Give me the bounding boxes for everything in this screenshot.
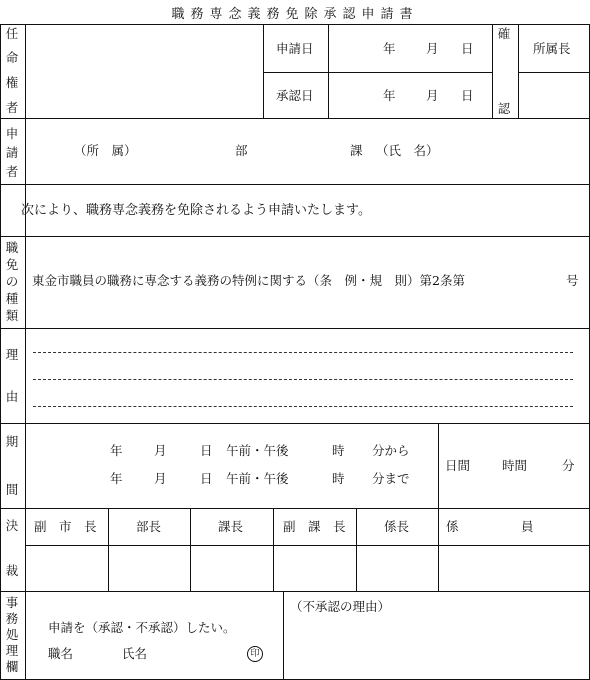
reason-line-1 bbox=[33, 352, 573, 353]
approval-seal-vice-mayor[interactable] bbox=[26, 546, 108, 591]
application-date-label: 申請日 bbox=[276, 41, 314, 56]
label-char: 由 bbox=[5, 389, 19, 404]
application-date-field[interactable] bbox=[329, 25, 492, 72]
department-label: 部 bbox=[235, 143, 248, 158]
office-head-label: 所属長 bbox=[533, 41, 571, 56]
to-hour: 時 bbox=[332, 471, 345, 486]
approval-header-unit-chief: 係長 bbox=[384, 519, 410, 534]
approval-seal-section-chief[interactable] bbox=[191, 546, 273, 591]
approval-header-director: 部長 bbox=[136, 519, 162, 534]
year-label: 年 bbox=[383, 88, 396, 103]
approval-seal-director[interactable] bbox=[109, 546, 190, 591]
label-char: 職 bbox=[5, 240, 19, 255]
name-label: （氏 名） bbox=[376, 143, 439, 158]
seal-mark-icon: 印 bbox=[247, 646, 263, 662]
reason-field[interactable] bbox=[26, 329, 589, 423]
label-char: 事 bbox=[5, 595, 19, 610]
month-label: 月 bbox=[426, 88, 439, 103]
label-char: 者 bbox=[5, 100, 19, 115]
office-processing-field[interactable] bbox=[26, 592, 283, 679]
from-minute: 分から bbox=[372, 443, 410, 458]
divider-applicant bbox=[0, 184, 590, 185]
form-title: 職務専念義務免除承認申請書 bbox=[171, 7, 419, 22]
approval-date-label: 承認日 bbox=[276, 88, 314, 103]
label-char: 権 bbox=[5, 75, 19, 90]
approval-header-staff: 係 員 bbox=[446, 519, 534, 534]
month-label: 月 bbox=[426, 41, 439, 56]
statement-text: 次により、職務専念義務を免除されるよう申請いたします。 bbox=[21, 203, 371, 218]
post-label: 職名 bbox=[48, 646, 74, 661]
day-label: 日 bbox=[461, 88, 474, 103]
from-day: 日 bbox=[200, 443, 213, 458]
label-char: 理 bbox=[5, 643, 19, 658]
affiliation-label: （所 属） bbox=[74, 143, 137, 158]
to-ampm: 午前・午後 bbox=[226, 471, 289, 486]
to-year: 年 bbox=[110, 471, 123, 486]
approval-header-vice-mayor: 副 市 長 bbox=[34, 519, 97, 534]
applicant-field[interactable] bbox=[26, 119, 589, 184]
approval-seal-unit-chief[interactable] bbox=[357, 546, 438, 591]
appointing-authority-field[interactable] bbox=[26, 25, 263, 118]
from-year: 年 bbox=[110, 443, 123, 458]
disapproval-reason-field[interactable] bbox=[284, 592, 589, 679]
label-char: 裁 bbox=[5, 563, 19, 578]
label-char: 類 bbox=[5, 308, 19, 323]
label-char: 申 bbox=[5, 126, 19, 141]
label-char: 間 bbox=[5, 482, 19, 497]
label-char: 認 bbox=[497, 101, 511, 116]
number-suffix: 号 bbox=[566, 273, 579, 288]
approval-date-field[interactable] bbox=[329, 73, 492, 118]
period-field[interactable] bbox=[26, 424, 438, 508]
exemption-type-field[interactable] bbox=[26, 237, 589, 328]
processor-name-label: 氏名 bbox=[122, 646, 148, 661]
duration-days: 日間 bbox=[445, 458, 471, 473]
label-char: 任 bbox=[5, 26, 19, 41]
label-char: 期 bbox=[5, 434, 19, 449]
frame-left bbox=[0, 24, 1, 680]
year-label: 年 bbox=[383, 41, 396, 56]
label-char: 確 bbox=[497, 26, 511, 41]
day-label: 日 bbox=[461, 41, 474, 56]
label-char: 務 bbox=[5, 611, 19, 626]
reason-line-2 bbox=[33, 379, 573, 380]
to-month: 月 bbox=[154, 471, 167, 486]
label-char: 者 bbox=[5, 164, 19, 179]
approval-decision-text: 申請を（承認・不承認）したい。 bbox=[48, 620, 236, 635]
approval-header-deputy-chief: 副 課 長 bbox=[283, 519, 346, 534]
divider-period bbox=[0, 508, 590, 509]
duration-minutes: 分 bbox=[562, 458, 575, 473]
exemption-type-text: 東金市職員の職務に専念する義務の特例に関する（条 例・規 則）第2条第 bbox=[32, 273, 465, 288]
section-label: 課 bbox=[350, 143, 363, 158]
reason-line-3 bbox=[33, 406, 573, 407]
label-char: 決 bbox=[5, 518, 19, 533]
disapproval-reason-label: （不承認の理由） bbox=[290, 599, 391, 614]
duration-field[interactable] bbox=[439, 424, 589, 508]
divider-confirm-left bbox=[492, 24, 493, 118]
label-char: 請 bbox=[5, 145, 19, 160]
divider-date-label-left bbox=[263, 24, 264, 118]
approval-header-section-chief: 課長 bbox=[218, 519, 244, 534]
office-head-seal-field[interactable] bbox=[519, 73, 589, 118]
from-hour: 時 bbox=[332, 443, 345, 458]
label-char: 種 bbox=[5, 291, 19, 306]
to-minute: 分まで bbox=[372, 471, 410, 486]
label-char: の bbox=[5, 274, 19, 289]
approval-seal-staff[interactable] bbox=[439, 546, 589, 591]
label-char: 理 bbox=[5, 347, 19, 362]
from-month: 月 bbox=[154, 443, 167, 458]
approval-seal-deputy-chief[interactable] bbox=[274, 546, 356, 591]
from-ampm: 午前・午後 bbox=[226, 443, 289, 458]
label-char: 免 bbox=[5, 257, 19, 272]
label-char: 命 bbox=[5, 50, 19, 65]
label-char: 処 bbox=[5, 627, 19, 642]
to-day: 日 bbox=[200, 471, 213, 486]
label-char: 欄 bbox=[5, 659, 19, 674]
duration-hours: 時間 bbox=[502, 458, 528, 473]
